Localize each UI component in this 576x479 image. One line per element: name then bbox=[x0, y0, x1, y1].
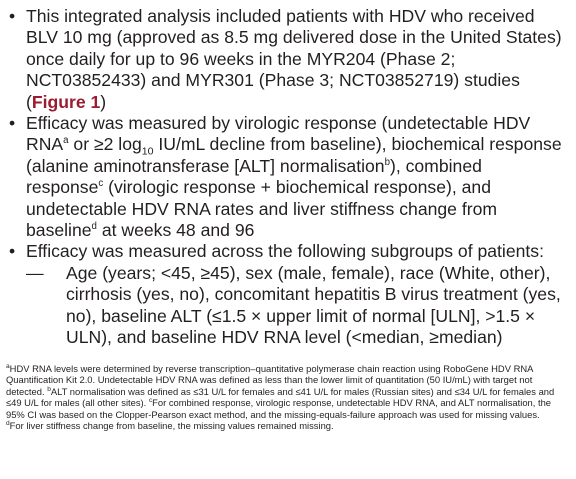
bullet-efficacy-measures bbox=[6, 113, 562, 241]
footnote-marker-c: c bbox=[148, 397, 153, 405]
bullet-text-close: ) bbox=[100, 91, 107, 112]
bullet-marker: • bbox=[9, 6, 16, 26]
footnote-c: For combined response, virologic response, undetectable HDV RNA, and ALT normalisation, the 95% CI was based on the Clopper-Pearson exact method, and the missing-equals-failure approach was used for missing values. bbox=[6, 397, 551, 420]
bullet-marker: • bbox=[9, 113, 16, 134]
footnote-mark-c: c bbox=[98, 178, 104, 190]
subscript-10: 10 bbox=[141, 145, 154, 158]
bullet-text: ), combined response bbox=[26, 155, 482, 198]
sub-bullet-text: Age (years; <45, ≥45), sex (male, female), race (White, other), cirrhosis (yes, no), concomitant hepatitis B virus treatment (yes, no), baseline ALT (≤1.5 × upper limit of normal [ULN], >1.5 × ULN), and baseline HDV RNA level (<median, ≥median) bbox=[66, 262, 561, 348]
bullet-marker: • bbox=[9, 241, 16, 262]
footnote-a: HDV RNA levels were determined by reverse transcription–quantitative polymerase chain reaction using RoboGene HDV RNA Quantification Kit 2.0. Undetectable HDV RNA was defined as less than the lower limit of quantitation (50 IU/mL) with target not detected. bbox=[6, 362, 533, 397]
bullet-text: or ≥2 log bbox=[68, 134, 142, 155]
footnote-d: For liver stiffness change from baseline, the missing values remained missing. bbox=[9, 420, 334, 432]
footnote-mark-d: d bbox=[91, 221, 97, 233]
bullet-text: IU/mL decline from baseline), biochemical response (alanine aminotransferase [ALT] normalisation bbox=[26, 134, 562, 176]
footnote-b: ALT normalisation was defined as ≤31 U/L for females and ≤41 U/L for males (Russian sites) and ≤34 U/L for females and ≤49 U/L for males (all other sites). bbox=[6, 385, 555, 409]
bullet-study-design bbox=[6, 6, 562, 113]
bullet-text: Efficacy was measured by virologic response (undetectable HDV RNA bbox=[26, 113, 531, 155]
bullet-text: This integrated analysis included patients with HDV who received BLV 10 mg (approved as 8.5 mg delivered dose in the United States) once daily for up to 96 weeks in the MYR204 (Phase 2; NCT03852433) and MYR301 (Phase 3; NCT03852719) studies ( bbox=[26, 6, 562, 112]
bullet-text: (virologic response + biochemical response), and undetectable HDV RNA rates and liver stiffness change from baseline bbox=[26, 177, 498, 241]
bullet-text: at weeks 48 and 96 bbox=[96, 220, 255, 241]
bullet-subgroups bbox=[6, 241, 562, 262]
bullet-text: Efficacy was measured across the following subgroups of patients: bbox=[26, 241, 544, 262]
footnote-mark-b: b bbox=[384, 156, 390, 168]
bullet-list bbox=[6, 6, 562, 349]
figure-1-link[interactable]: Figure 1 bbox=[31, 91, 101, 112]
footnote-marker-a: a bbox=[6, 362, 10, 370]
footnote-marker-b: b bbox=[47, 385, 51, 393]
footnotes bbox=[6, 363, 562, 433]
footnote-marker-d: d bbox=[6, 420, 10, 428]
footnote-mark-a: a bbox=[63, 135, 69, 147]
sub-bullet-subgroup-list bbox=[6, 263, 562, 349]
dash-marker: — bbox=[26, 262, 44, 283]
